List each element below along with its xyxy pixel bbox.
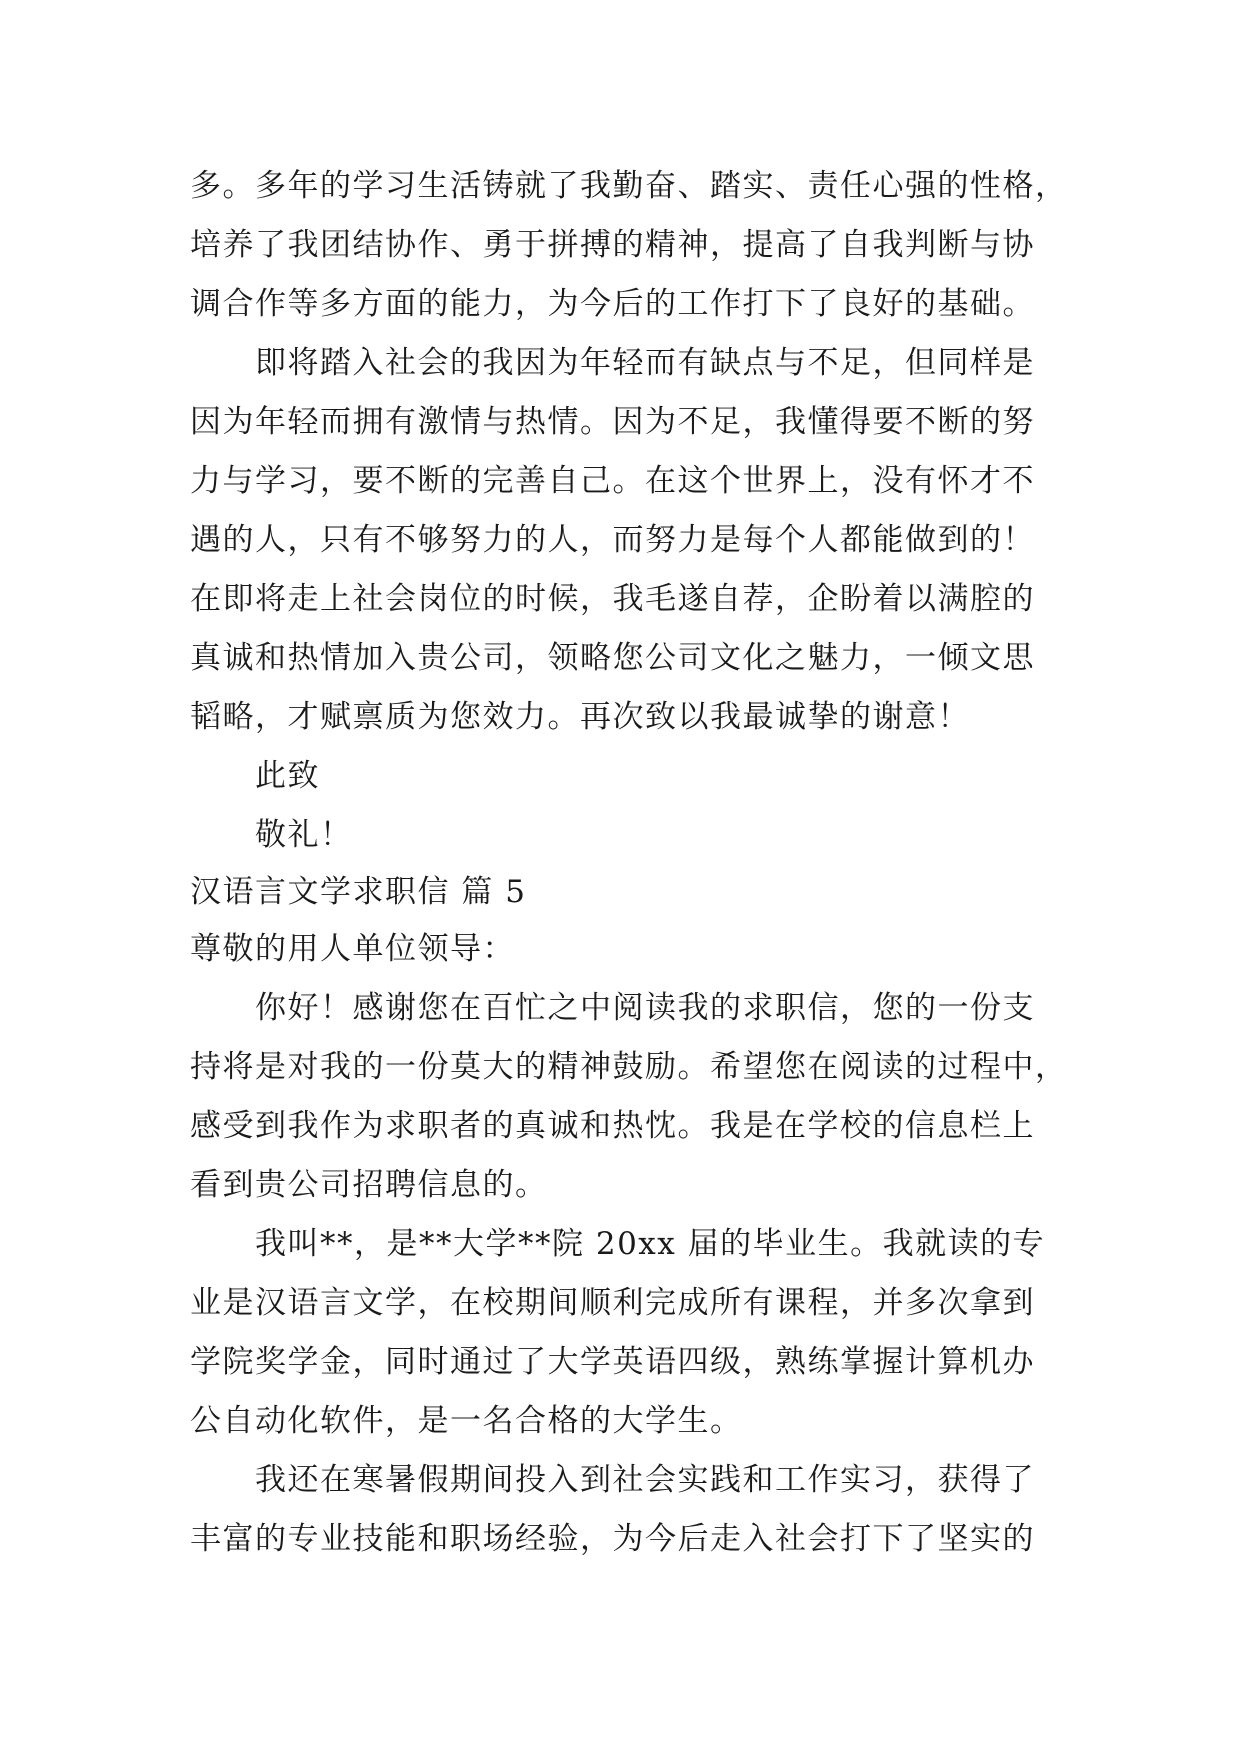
section-title: 汉语言文学求职信 篇 5 (190, 874, 527, 910)
paragraph-first-line: 我还在寒暑假期间投入到社会实践和工作实习，获得了 (255, 1462, 1035, 1498)
paragraph-first-line: 即将踏入社会的我因为年轻而有缺点与不足，但同样是 (255, 345, 1035, 381)
text-line: 持将是对我的一份莫大的精神鼓励。希望您在阅读的过程中， (190, 1049, 1068, 1085)
text-line: 看到贵公司招聘信息的。 (190, 1167, 548, 1203)
text-line: 力与学习，要不断的完善自己。在这个世界上，没有怀才不 (190, 463, 1035, 499)
text-line: 调合作等多方面的能力，为今后的工作打下了良好的基础。 (190, 286, 1035, 322)
paragraph-first-line: 我叫**，是**大学**院 20xx 届的毕业生。我就读的专 (255, 1226, 1046, 1262)
text-line: 业是汉语言文学，在校期间顺利完成所有课程，并多次拿到 (190, 1285, 1035, 1321)
text-line: 遇的人，只有不够努力的人，而努力是每个人都能做到的！ (190, 522, 1035, 558)
text-line: 因为年轻而拥有激情与热情。因为不足，我懂得要不断的努 (190, 404, 1035, 440)
text-line: 学院奖学金，同时通过了大学英语四级，熟练掌握计算机办 (190, 1344, 1035, 1380)
text-line: 真诚和热情加入贵公司，领略您公司文化之魅力，一倾文思 (190, 640, 1035, 676)
text-line: 在即将走上社会岗位的时候，我毛遂自荐，企盼着以满腔的 (190, 581, 1035, 617)
text-line: 多。多年的学习生活铸就了我勤奋、踏实、责任心强的性格， (190, 168, 1068, 204)
text-line: 感受到我作为求职者的真诚和热忱。我是在学校的信息栏上 (190, 1108, 1035, 1144)
text-line: 培养了我团结协作、勇于拼搏的精神，提高了自我判断与协 (190, 227, 1035, 263)
text-line: 公自动化软件，是一名合格的大学生。 (190, 1403, 743, 1439)
salutation: 尊敬的用人单位领导： (190, 931, 515, 967)
paragraph-first-line: 你好！感谢您在百忙之中阅读我的求职信，您的一份支 (255, 990, 1035, 1026)
text-line: 丰富的专业技能和职场经验，为今后走入社会打下了坚实的 (190, 1521, 1035, 1557)
text-line: 韬略，才赋禀质为您效力。再次致以我最诚挚的谢意！ (190, 699, 970, 735)
closing-salutation: 敬礼！ (255, 817, 353, 853)
closing-line: 此致 (255, 758, 320, 794)
